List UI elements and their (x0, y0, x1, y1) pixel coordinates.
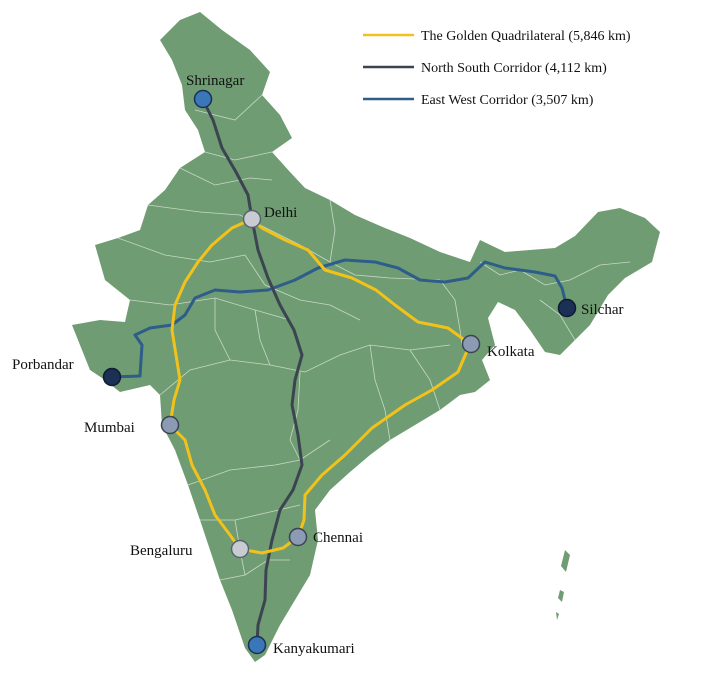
label-mumbai: Mumbai (84, 420, 135, 436)
marker-silchar[interactable] (559, 300, 576, 317)
marker-chennai[interactable] (290, 529, 307, 546)
label-shrinagar: Shrinagar (186, 73, 245, 89)
label-chennai: Chennai (313, 530, 363, 546)
label-silchar: Silchar (581, 302, 624, 318)
label-delhi: Delhi (264, 205, 298, 221)
marker-porbandar[interactable] (104, 369, 121, 386)
legend-label-east-west-corridor: East West Corridor (3,507 km) (421, 93, 594, 108)
legend-item-golden-quadrilateral (363, 29, 631, 44)
legend-label-north-south-corridor: North South Corridor (4,112 km) (421, 61, 607, 76)
legend-label-golden-quadrilateral: The Golden Quadrilateral (5,846 km) (421, 29, 631, 44)
legend-item-north-south-corridor (363, 61, 607, 76)
marker-mumbai[interactable] (162, 417, 179, 434)
marker-kanyakumari[interactable] (249, 637, 266, 654)
label-bengaluru: Bengaluru (130, 543, 193, 559)
marker-delhi[interactable] (244, 211, 261, 228)
marker-shrinagar[interactable] (195, 91, 212, 108)
islands (556, 550, 570, 620)
label-porbandar: Porbandar (12, 357, 74, 373)
marker-bengaluru[interactable] (232, 541, 249, 558)
legend-item-east-west-corridor (363, 93, 594, 108)
label-kanyakumari: Kanyakumari (273, 641, 355, 657)
marker-kolkata[interactable] (463, 336, 480, 353)
label-kolkata: Kolkata (487, 344, 535, 360)
india-landmass (72, 12, 660, 662)
legend (363, 29, 631, 108)
